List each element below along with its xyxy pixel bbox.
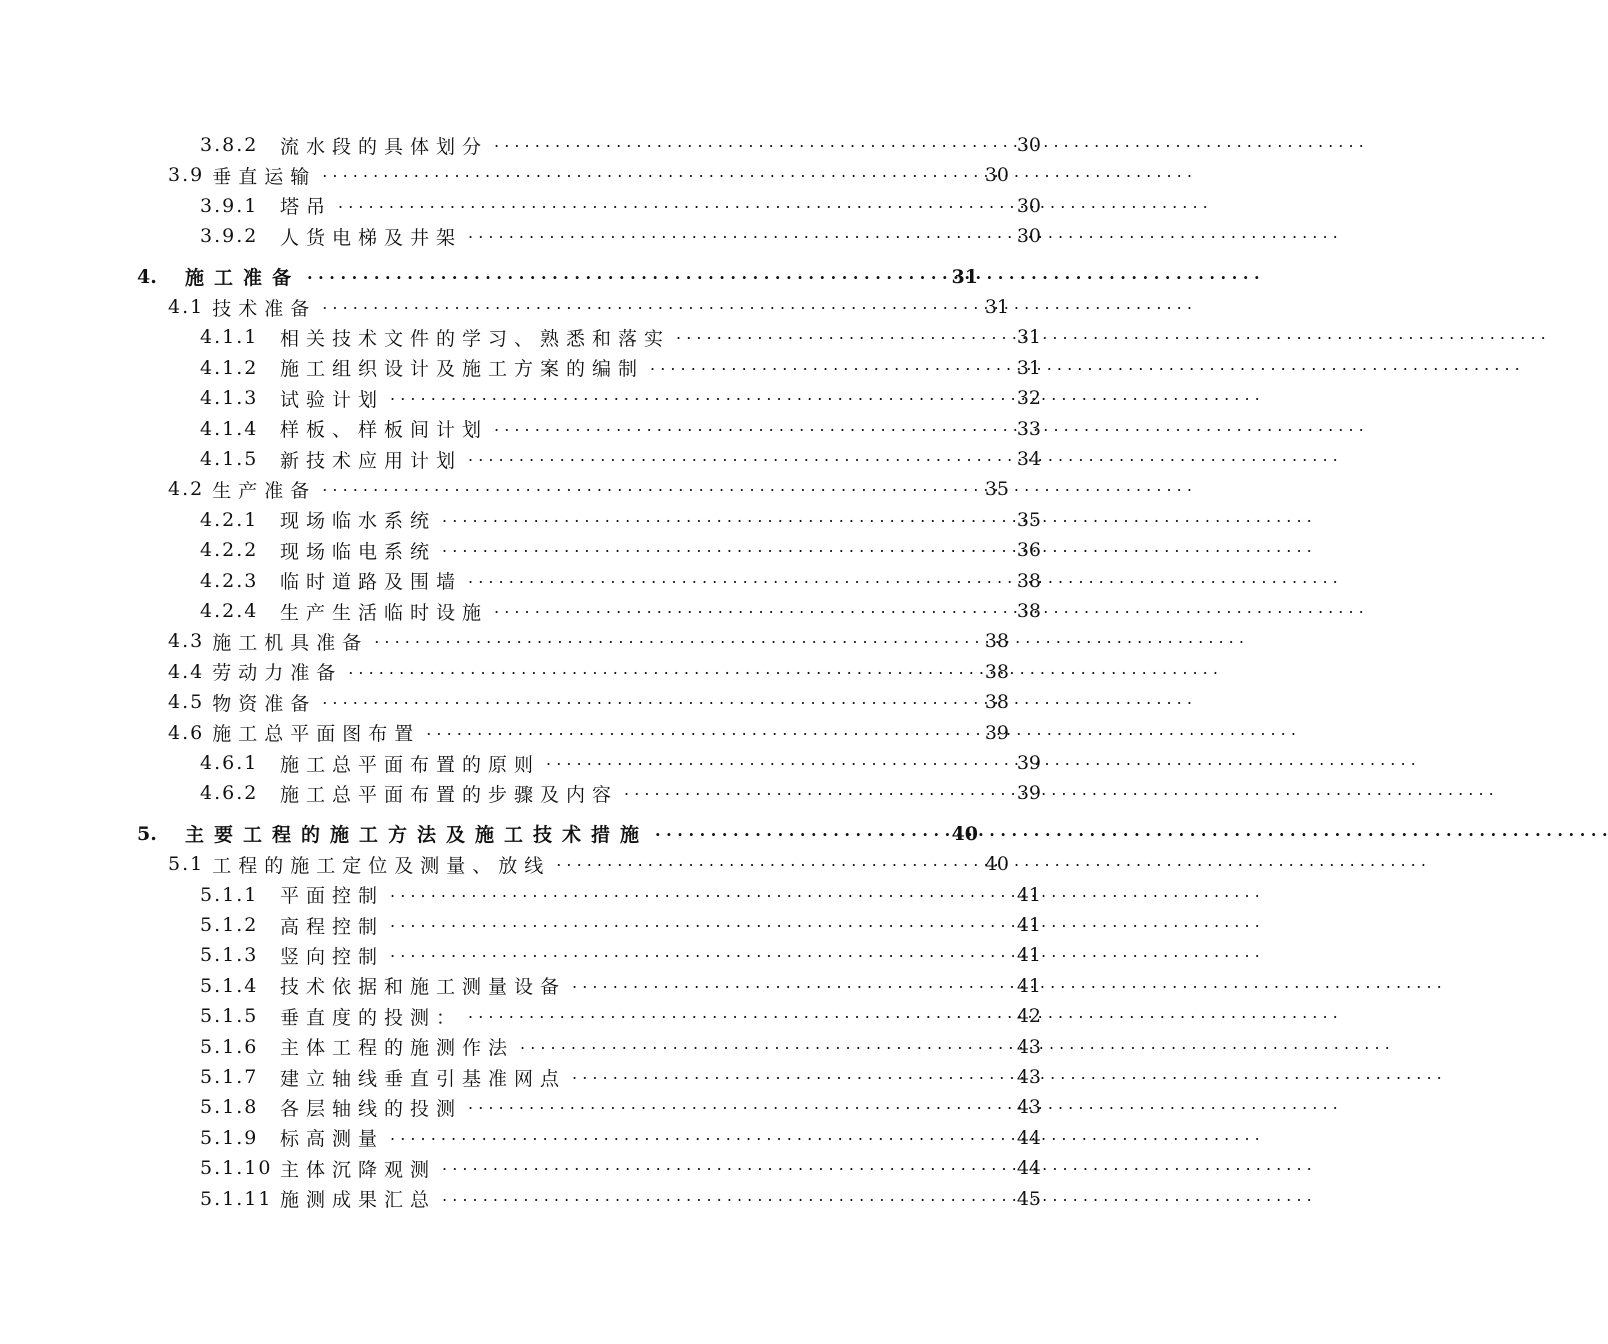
- toc-dot-leader: [442, 535, 983, 565]
- toc-entry-number: 3.9.1: [200, 194, 259, 217]
- toc-entry-page-number: 40: [984, 853, 1009, 876]
- toc-entry-number: 5.1.8: [200, 1096, 259, 1119]
- toc-dot-leader: [322, 474, 951, 504]
- toc-dot-leader: [322, 160, 951, 190]
- toc-entry-title: 施工准备: [185, 267, 302, 290]
- toc-entry-title: 施测成果汇总: [280, 1189, 437, 1212]
- toc-entry-title: 现场临电系统: [280, 540, 437, 563]
- toc-entry-number: 4.4: [168, 660, 205, 683]
- toc-entry-title: 垂直度的投测：: [280, 1006, 463, 1029]
- toc-dot-leader: [468, 1001, 983, 1031]
- toc-entry-page-number: 43: [1016, 1066, 1041, 1088]
- toc-entry[interactable]: [0, 880, 1150, 910]
- toc-dot-leader: [494, 414, 983, 444]
- toc-entry-title: 相关技术文件的学习、熟悉和落实: [280, 327, 671, 350]
- toc-entry-title: 施工机具准备: [212, 631, 369, 654]
- toc-entry[interactable]: [0, 910, 1150, 940]
- toc-entry-number: 4.6: [168, 721, 205, 744]
- toc-entry-title: 竖向控制: [280, 945, 385, 968]
- toc-dot-leader: [442, 1153, 983, 1183]
- toc-entry[interactable]: [0, 1184, 1150, 1214]
- toc-entry-title: 生产生活临时设施: [280, 601, 489, 624]
- toc-entry-number: 4.1.3: [200, 387, 259, 410]
- toc-entry-page-number: 43: [1016, 1035, 1041, 1058]
- toc-dot-leader: [322, 687, 951, 717]
- toc-dot-leader: [390, 1123, 983, 1153]
- toc-entry-number: 4.: [137, 265, 157, 288]
- toc-entry[interactable]: [0, 505, 1150, 535]
- toc-dot-leader: [307, 262, 920, 292]
- toc-entry-number: 4.1.1: [200, 326, 259, 349]
- toc-entry-page-number: 38: [984, 630, 1009, 653]
- toc-entry-page-number: 38: [984, 660, 1009, 683]
- toc-entry[interactable]: [0, 262, 1087, 292]
- toc-entry[interactable]: [0, 971, 1150, 1001]
- toc-entry-title: 施工组织设计及施工方案的编制: [280, 358, 645, 381]
- toc-dot-leader: [390, 940, 983, 970]
- toc-entry-number: 5.1.4: [200, 974, 259, 997]
- toc-entry-number: 4.2.2: [200, 539, 259, 562]
- toc-entry-title: 塔吊: [280, 196, 333, 219]
- toc-entry-page-number: 39: [984, 721, 1009, 744]
- toc-dot-leader: [338, 191, 983, 221]
- toc-entry[interactable]: [0, 414, 1150, 444]
- toc-dot-leader: [676, 322, 983, 352]
- toc-entry-title: 施工总平面布置的步骤及内容: [280, 783, 619, 806]
- toc-dot-leader: [468, 444, 983, 474]
- toc-entry[interactable]: [0, 566, 1150, 596]
- toc-entry-page-number: 30: [984, 164, 1009, 187]
- toc-dot-leader: [348, 657, 951, 687]
- toc-entry[interactable]: [0, 596, 1150, 626]
- toc-entry-page-number: 40: [951, 822, 978, 845]
- toc-entry[interactable]: [0, 383, 1150, 413]
- toc-dot-leader: [390, 880, 983, 910]
- toc-entry-page-number: 30: [1016, 194, 1041, 217]
- toc-entry-title: 试验计划: [280, 388, 385, 411]
- toc-entry[interactable]: [0, 849, 1118, 879]
- toc-entry-page-number: 32: [1016, 387, 1041, 410]
- toc-entry-page-number: 31: [1016, 326, 1041, 349]
- toc-entry-number: 4.1.5: [200, 448, 259, 470]
- toc-entry-title: 流水段的具体划分: [280, 135, 489, 158]
- toc-entry-number: 5.1.1: [200, 883, 259, 906]
- toc-entry-page-number: 34: [1016, 448, 1041, 470]
- toc-entry-number: 3.9.2: [200, 225, 259, 248]
- toc-entry-number: 5.1: [168, 853, 205, 876]
- toc-entry[interactable]: [0, 292, 1118, 322]
- toc-entry-number: 3.9: [168, 164, 205, 187]
- toc-entry-page-number: 31: [1016, 356, 1041, 379]
- toc-entry-title: 主要工程的施工方法及施工技术措施: [185, 824, 650, 847]
- toc-dot-leader: [390, 910, 983, 940]
- toc-dot-leader: [572, 971, 983, 1001]
- toc-dot-leader: [442, 1184, 983, 1214]
- toc-entry-title: 生产准备: [212, 479, 317, 502]
- toc-entry[interactable]: [0, 191, 1150, 221]
- toc-entry-number: 4.1.2: [200, 356, 259, 379]
- toc-entry-page-number: 44: [1016, 1126, 1041, 1149]
- toc-entry-number: 4.2.1: [200, 508, 259, 531]
- toc-entry[interactable]: [0, 1001, 1150, 1031]
- toc-entry-page-number: 33: [1016, 417, 1041, 440]
- toc-entry[interactable]: [0, 221, 1150, 251]
- toc-dot-leader: [426, 718, 951, 748]
- toc-entry-title: 主体工程的施测作法: [280, 1037, 515, 1060]
- toc-entry-number: 3.8.2: [200, 134, 259, 156]
- toc-entry-title: 高程控制: [280, 915, 385, 938]
- toc-entry-page-number: 31: [951, 265, 978, 288]
- toc-entry-page-number: 41: [1016, 974, 1041, 997]
- toc-entry[interactable]: [0, 474, 1118, 504]
- toc-dot-leader: [546, 748, 983, 778]
- toc-entry-number: 4.2: [168, 478, 205, 501]
- toc-entry-title: 主体沉降观测: [280, 1158, 437, 1181]
- toc-entry[interactable]: [0, 1123, 1150, 1153]
- toc-entry[interactable]: [0, 687, 1118, 717]
- toc-dot-leader: [374, 626, 951, 656]
- toc-entry-title: 垂直运输: [212, 165, 317, 188]
- toc-entry-number: 5.1.2: [200, 914, 259, 936]
- toc-entry[interactable]: [0, 1032, 1150, 1062]
- toc-entry-title: 物资准备: [212, 692, 317, 715]
- toc-entry-number: 5.1.11: [200, 1187, 273, 1210]
- toc-entry[interactable]: [0, 718, 1118, 748]
- toc-entry-number: 4.2.3: [200, 569, 259, 592]
- toc-entry-number: 5.: [137, 822, 157, 845]
- toc-entry-number: 5.1.7: [200, 1066, 259, 1088]
- toc-entry-page-number: 41: [1016, 944, 1041, 967]
- toc-entry-number: 4.2.4: [200, 600, 259, 622]
- toc-entry[interactable]: [0, 778, 1150, 808]
- toc-entry-title: 建立轴线垂直引基准网点: [280, 1067, 567, 1090]
- toc-dot-leader: [390, 383, 983, 413]
- toc-entry-page-number: 45: [1016, 1187, 1041, 1210]
- toc-entry[interactable]: [0, 657, 1118, 687]
- toc-entry[interactable]: [0, 940, 1150, 970]
- toc-entry-page-number: 39: [1016, 752, 1041, 774]
- toc-entry-title: 现场临水系统: [280, 510, 437, 533]
- toc-entry-title: 平面控制: [280, 885, 385, 908]
- toc-dot-leader: [572, 1062, 983, 1092]
- toc-entry-page-number: 42: [1016, 1005, 1041, 1028]
- toc-entry-title: 临时道路及围墙: [280, 571, 463, 594]
- toc-entry-page-number: 35: [1016, 508, 1041, 531]
- toc-entry[interactable]: [0, 1062, 1150, 1092]
- toc-entry[interactable]: [0, 535, 1150, 565]
- toc-dot-leader: [494, 130, 983, 160]
- toc-entry-title: 人货电梯及井架: [280, 226, 463, 249]
- toc-entry-number: 4.6.2: [200, 782, 259, 805]
- toc-entry-page-number: 30: [1016, 134, 1041, 156]
- toc-entry[interactable]: [0, 748, 1150, 778]
- toc-entry-page-number: 39: [1016, 782, 1041, 805]
- toc-dot-leader: [494, 596, 983, 626]
- toc-entry-number: 4.6.1: [200, 752, 259, 774]
- toc-entry-number: 4.1: [168, 296, 205, 318]
- toc-entry-title: 技术准备: [212, 297, 317, 320]
- toc-entry-number: 5.1.5: [200, 1005, 259, 1028]
- toc-entry[interactable]: [0, 353, 1150, 383]
- toc-entry[interactable]: [0, 626, 1118, 656]
- toc-entry[interactable]: [0, 444, 1150, 474]
- toc-entry[interactable]: [0, 819, 1087, 849]
- toc-entry[interactable]: [0, 130, 1150, 160]
- toc-entry-title: 施工总平面图布置: [212, 723, 421, 746]
- toc-dot-leader: [468, 1092, 983, 1122]
- toc-dot-leader: [468, 566, 983, 596]
- toc-entry-number: 4.3: [168, 630, 205, 653]
- toc-entry-page-number: 44: [1016, 1157, 1041, 1180]
- toc-entry-page-number: 38: [1016, 600, 1041, 622]
- toc-entry-page-number: 38: [984, 691, 1009, 714]
- toc-dot-leader: [650, 353, 983, 383]
- toc-entry-page-number: 30: [1016, 225, 1041, 248]
- toc-entry-number: 5.1.6: [200, 1035, 259, 1058]
- toc-entry[interactable]: [0, 322, 1150, 352]
- toc-entry-page-number: 36: [1016, 539, 1041, 562]
- toc-dot-leader: [655, 819, 920, 849]
- toc-entry-page-number: 38: [1016, 569, 1041, 592]
- toc-dot-leader: [442, 505, 983, 535]
- toc-entry-page-number: 41: [1016, 914, 1041, 936]
- toc-entry-title: 样板、样板间计划: [280, 419, 489, 442]
- toc-entry-title: 施工总平面布置的原则: [280, 753, 541, 776]
- toc-entry-page-number: 31: [984, 296, 1009, 318]
- toc-entry-page-number: 35: [984, 478, 1009, 501]
- toc-dot-leader: [322, 292, 951, 322]
- toc-dot-leader: [520, 1032, 983, 1062]
- toc-dot-leader: [556, 849, 951, 879]
- toc-entry-title: 技术依据和施工测量设备: [280, 976, 567, 999]
- toc-entry-title: 各层轴线的投测: [280, 1097, 463, 1120]
- toc-entry-number: 5.1.3: [200, 944, 259, 967]
- toc-entry-number: 4.1.4: [200, 417, 259, 440]
- toc-entry[interactable]: [0, 1092, 1150, 1122]
- toc-entry-number: 5.1.10: [200, 1157, 273, 1180]
- toc-entry-title: 标高测量: [280, 1128, 385, 1151]
- toc-entry-title: 新技术应用计划: [280, 449, 463, 472]
- toc-entry-number: 5.1.9: [200, 1126, 259, 1149]
- toc-dot-leader: [468, 221, 983, 251]
- toc-dot-leader: [624, 778, 983, 808]
- toc-entry-title: 劳动力准备: [212, 662, 343, 685]
- toc-entry[interactable]: [0, 160, 1118, 190]
- toc-entry-number: 4.5: [168, 691, 205, 714]
- toc-entry-page-number: 43: [1016, 1096, 1041, 1119]
- toc-entry[interactable]: [0, 1153, 1150, 1183]
- toc-entry-page-number: 41: [1016, 883, 1041, 906]
- toc-entry-title: 工程的施工定位及测量、放线: [212, 854, 551, 877]
